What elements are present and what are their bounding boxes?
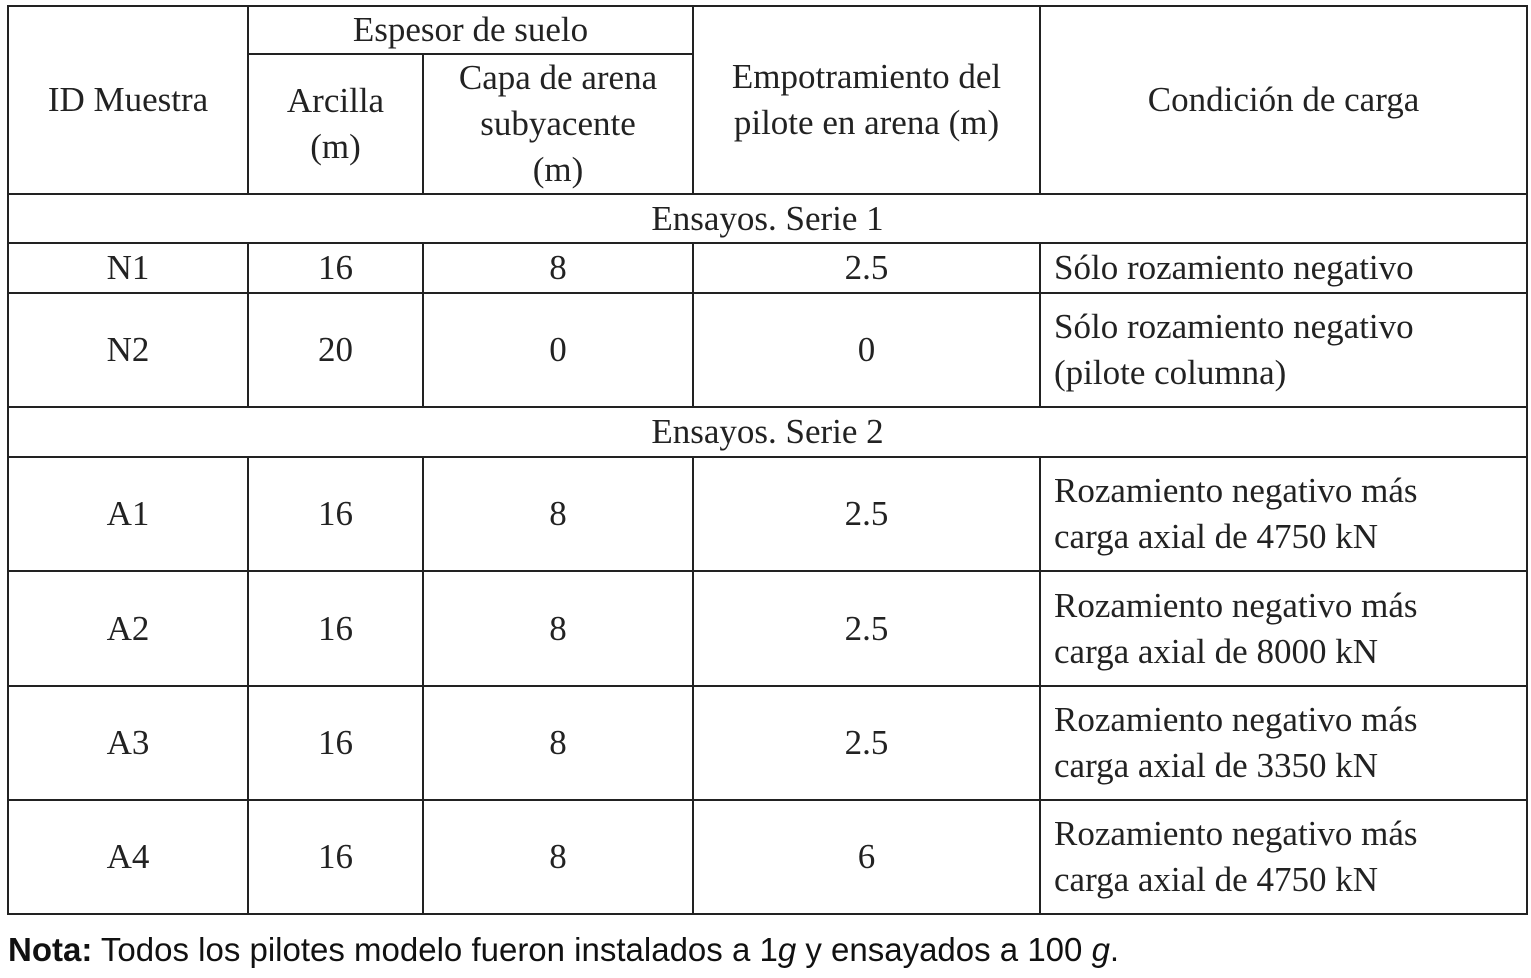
cell-condicion [1040,571,1527,686]
cell-arcilla: 16 [248,243,423,293]
note-unit-g-2: g [1091,931,1110,968]
cell-condicion [1040,243,1527,293]
results-table [7,5,1528,915]
cell-arena: 8 [423,686,693,800]
cell-arcilla: 16 [248,571,423,686]
section-title: Ensayos. Serie 1 [8,194,1527,243]
cell-condicion-line-1: Sólo rozamiento negativo [1054,307,1414,346]
cell-empotramiento: 2.5 [693,571,1040,686]
table-row [8,571,1527,686]
table-row [8,457,1527,571]
table-row [8,243,1527,293]
cell-arena: 8 [423,243,693,293]
header-id-muestra: ID Muestra [8,6,248,194]
cell-condicion-line-1: Rozamiento negativo más [1054,585,1418,625]
header-arcilla [248,54,423,194]
cell-condicion-line-1: Rozamiento negativo más [1054,814,1418,853]
cell-condicion [1040,800,1527,914]
cell-condicion-line-2: carga axial de 8000 kN [1054,631,1378,671]
cell-arcilla: 16 [248,686,423,800]
cell-id: N2 [8,293,248,407]
table-note [8,931,1119,969]
header-empotramiento-line-2: pilote en arena (m) [733,103,1000,142]
cell-condicion [1040,457,1527,571]
header-arcilla-line-2: (m) [310,127,361,166]
cell-condicion-line-2: carga axial de 4750 kN [1054,860,1378,899]
cell-condicion [1040,293,1527,407]
cell-arcilla: 16 [248,457,423,571]
note-text-before: Todos los pilotes modelo fueron instalados a 1 [92,931,778,968]
cell-arena: 8 [423,457,693,571]
cell-arcilla: 20 [248,293,423,407]
header-empotramiento [693,6,1040,194]
note-text-after: . [1109,931,1120,968]
cell-condicion-line-2: carga axial de 4750 kN [1054,517,1378,556]
table-row [8,293,1527,407]
cell-arcilla: 16 [248,800,423,914]
cell-empotramiento: 6 [693,800,1040,914]
header-espesor-de-suelo: Espesor de suelo [248,6,693,54]
table-row [8,800,1527,914]
cell-arena: 0 [423,293,693,407]
cell-empotramiento: 2.5 [693,457,1040,571]
cell-id: A3 [8,686,248,800]
note-text-middle: y ensayados a 100 [796,931,1092,968]
cell-id: A1 [8,457,248,571]
table-row [8,686,1527,800]
header-row-1 [8,6,1527,54]
cell-condicion-line-1: Rozamiento negativo más [1054,700,1418,739]
cell-id: A4 [8,800,248,914]
header-capa-arena-line-3: (m) [532,150,584,189]
cell-condicion [1040,686,1527,800]
cell-arena: 8 [423,571,693,686]
note-unit-g-1: g [777,931,797,968]
section-row-serie-2 [8,407,1527,457]
section-row-serie-1 [8,194,1527,243]
cell-empotramiento: 2.5 [693,243,1040,293]
cell-condicion-line-2: (pilote columna) [1054,353,1287,392]
cell-condicion-line-1: Rozamiento negativo más [1054,471,1418,510]
cell-id: A2 [8,571,248,686]
header-capa-arena [423,54,693,194]
header-capa-arena-line-2: subyacente [480,104,636,143]
cell-condicion-line-2: carga axial de 3350 kN [1054,746,1378,785]
cell-empotramiento: 2.5 [693,686,1040,800]
cell-arena: 8 [423,800,693,914]
header-empotramiento-line-1: Empotramiento del [731,57,1002,96]
header-arcilla-line-1: Arcilla [286,81,385,120]
section-title: Ensayos. Serie 2 [8,407,1527,457]
cell-condicion-line-1: Sólo rozamiento negativo [1054,248,1414,287]
note-label: Nota: [8,931,93,968]
header-condicion-de-carga: Condición de carga [1040,6,1527,194]
cell-id: N1 [8,243,248,293]
cell-empotramiento: 0 [693,293,1040,407]
header-capa-arena-line-1: Capa de arena [458,58,658,97]
